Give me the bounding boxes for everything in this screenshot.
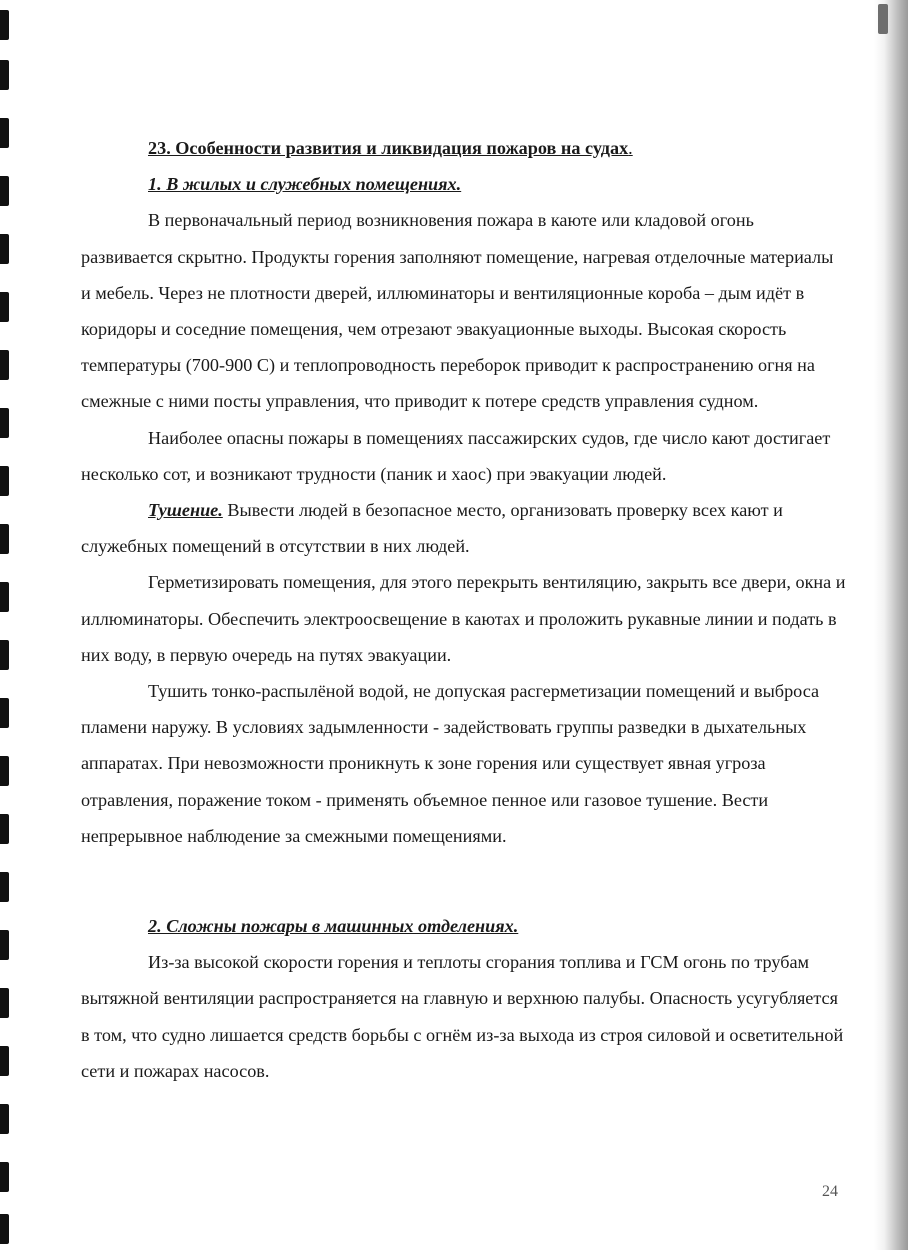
section1-paragraph-4: Герметизировать помещения, для этого перекрыть вентиляцию, закрыть все двери, окна и иллюминаторы. Обеспечить электроосвещение в каютах и проложить рукавные линии и подать в них воду, в первую очередь на путях эвакуации. bbox=[81, 572, 846, 665]
extinguishing-lead: Тушение. bbox=[148, 500, 223, 521]
section1-paragraph-1: В первоначальный период возникновения пожара в каюте или кладовой огонь развивается скрытно. Продукты горения заполняют помещение, нагревая отделочные материалы и мебель. Через не плотности дверей, иллюминаторы и вентиляционные короба – дым идёт в коридоры и соседние помещения, чем отрезают эвакуационные выходы. Высокая скорость температуры (700-900 С) и теплопроводность переборок приводит к распространению огня на смежные с ними посты управления, что приводит к потере средств управления судном. bbox=[81, 210, 834, 412]
page-edge-shadow bbox=[874, 0, 908, 1250]
section1-paragraph-3: Тушение. Вывести людей в безопасное место, организовать проверку всех кают и служебных помещений в отсутствии в них людей. bbox=[81, 500, 783, 557]
page-number: 24 bbox=[822, 1183, 838, 1200]
binding-holes bbox=[0, 0, 12, 1250]
section2-paragraph-1: Из-за высокой скорости горения и теплоты сгорания топлива и ГСМ огонь по трубам вытяжной вентиляции распространяется на главную и верхнюю палубы. Опасность усугубляется в том, что судно лишается средств борьбы с огнём из-за выхода из строя силовой и осветительной сети и пожарах насосов. bbox=[81, 952, 844, 1081]
section2-heading: 2. Сложны пожары в машинных отделениях. bbox=[148, 916, 519, 937]
document-title: 23. Особенности развития и ликвидация пожаров на судах. bbox=[148, 138, 633, 158]
section1-heading: 1. В жилых и служебных помещениях. bbox=[148, 174, 462, 195]
document-page bbox=[81, 130, 846, 1089]
section1-paragraph-5: Тушить тонко-распылёной водой, не допуская расгерметизации помещений и выброса пламени наружу. В условиях задымленности - задействовать группы разведки в дыхательных аппаратах. При невозможности проникнуть к зоне горения или существует явная угроза отравления, поражение током - применять объемное пенное или газовое тушение. Вести непрерывное наблюдение за смежными помещениями. bbox=[81, 681, 820, 846]
section1-paragraph-2: Наиболее опасны пожары в помещениях пассажирских судов, где число кают достигает несколько сот, и возникают трудности (паник и хаос) при эвакуации людей. bbox=[81, 427, 831, 484]
